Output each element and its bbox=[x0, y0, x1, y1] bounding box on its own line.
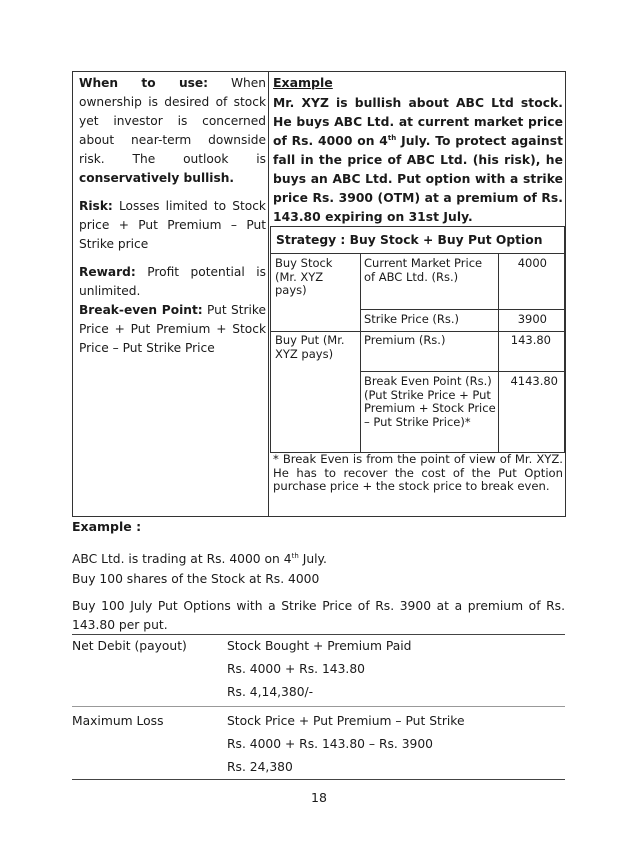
cmp-label: Current Market Price of ABC Ltd. (Rs.) bbox=[364, 256, 483, 284]
example-paragraph-part1: Mr. XYZ is bullish about ABC Ltd stock. He buys ABC Ltd. at current market price of Rs. 4000 on 4 bbox=[273, 96, 563, 148]
risk bbox=[79, 197, 266, 254]
strategy-title: Strategy : Buy Stock + Buy Put Option bbox=[276, 233, 543, 247]
example-line: Buy 100 July Put Options with a Strike Price of Rs. 3900 at a premium of Rs. 143.80 per put. bbox=[72, 599, 565, 632]
section-rule bbox=[72, 706, 565, 707]
section-rule bbox=[72, 634, 565, 635]
max-loss-formula: Stock Price + Put Premium – Put Strike bbox=[227, 714, 465, 728]
break-even-label: Break-even Point: bbox=[79, 303, 203, 317]
reward bbox=[79, 263, 266, 301]
table-rule bbox=[498, 253, 499, 453]
reward-label: Reward: bbox=[79, 265, 136, 279]
example-line bbox=[72, 550, 327, 569]
example-paragraph bbox=[273, 94, 563, 227]
buy-stock-cell: Buy Stock (Mr. XYZ pays) bbox=[275, 256, 333, 297]
max-loss-total: Rs. 24,380 bbox=[227, 760, 293, 774]
example-section bbox=[273, 74, 563, 227]
premium-label: Premium (Rs.) bbox=[364, 333, 446, 347]
when-to-use bbox=[79, 74, 266, 188]
strike-value: 3900 bbox=[517, 312, 547, 326]
page-number: 18 bbox=[311, 790, 327, 805]
risk-text: Losses limited to Stock price + Put Premium – Put Strike price bbox=[79, 199, 266, 251]
when-to-use-label: When to use: bbox=[79, 76, 209, 90]
bep-label: Break Even Point (Rs.) (Put Strike Price + Put Premium + Stock Price – Put Strike Price)* bbox=[364, 374, 496, 429]
example-paragraph-part2: July. To protect against fall in the price of ABC Ltd. (his risk), he buys an ABC Ltd. Put option with a strike price Rs. 3900 (OTM) at a premium of Rs. 143.80 expiring on 31st July. bbox=[273, 134, 563, 224]
outlook-text: conservatively bullish. bbox=[79, 171, 235, 185]
ordinal-suffix: th bbox=[291, 551, 299, 560]
net-debit-formula: Stock Bought + Premium Paid bbox=[227, 639, 412, 653]
table-rule bbox=[360, 253, 361, 453]
reward-text: Profit potential is unlimited. bbox=[79, 265, 266, 298]
strategy-summary bbox=[79, 74, 266, 358]
table-rule bbox=[270, 331, 565, 332]
break-even-footnote: * Break Even is from the point of view of Mr. XYZ. He has to recover the cost of the Put Option purchase price + the stock price to break even. bbox=[273, 452, 563, 494]
example-heading: Example : bbox=[72, 519, 142, 534]
example-line: Buy 100 shares of the Stock at Rs. 4000 bbox=[72, 572, 320, 586]
max-loss-label: Maximum Loss bbox=[72, 714, 164, 728]
risk-label: Risk: bbox=[79, 199, 113, 213]
example-title: Example bbox=[273, 75, 333, 90]
table-rule bbox=[360, 309, 565, 310]
premium-value: 143.80 bbox=[510, 333, 551, 347]
section-rule bbox=[72, 779, 565, 780]
when-to-use-text: When ownership is desired of stock yet investor is concerned about near-term downside risk. The outlook is bbox=[79, 76, 266, 166]
net-debit-total: Rs. 4,14,380/- bbox=[227, 685, 314, 699]
bep-value: 4143.80 bbox=[510, 374, 558, 388]
strike-label: Strike Price (Rs.) bbox=[364, 312, 460, 326]
example-line1-text: ABC Ltd. is trading at Rs. 4000 on 4 bbox=[72, 552, 292, 566]
example-line1-end: July. bbox=[298, 552, 327, 566]
buy-put-cell: Buy Put (Mr. XYZ pays) bbox=[275, 333, 345, 361]
table-rule bbox=[270, 253, 565, 254]
table-rule bbox=[360, 371, 565, 372]
ordinal-suffix: th bbox=[387, 133, 397, 142]
break-even bbox=[79, 301, 266, 358]
column-divider bbox=[268, 71, 269, 517]
net-debit-label: Net Debit (payout) bbox=[72, 639, 187, 653]
cmp-value: 4000 bbox=[517, 256, 547, 270]
net-debit-values: Rs. 4000 + Rs. 143.80 bbox=[227, 662, 365, 676]
max-loss-values: Rs. 4000 + Rs. 143.80 – Rs. 3900 bbox=[227, 737, 434, 751]
break-even-text: Put Strike Price + Put Premium + Stock Price – Put Strike Price bbox=[79, 303, 266, 355]
